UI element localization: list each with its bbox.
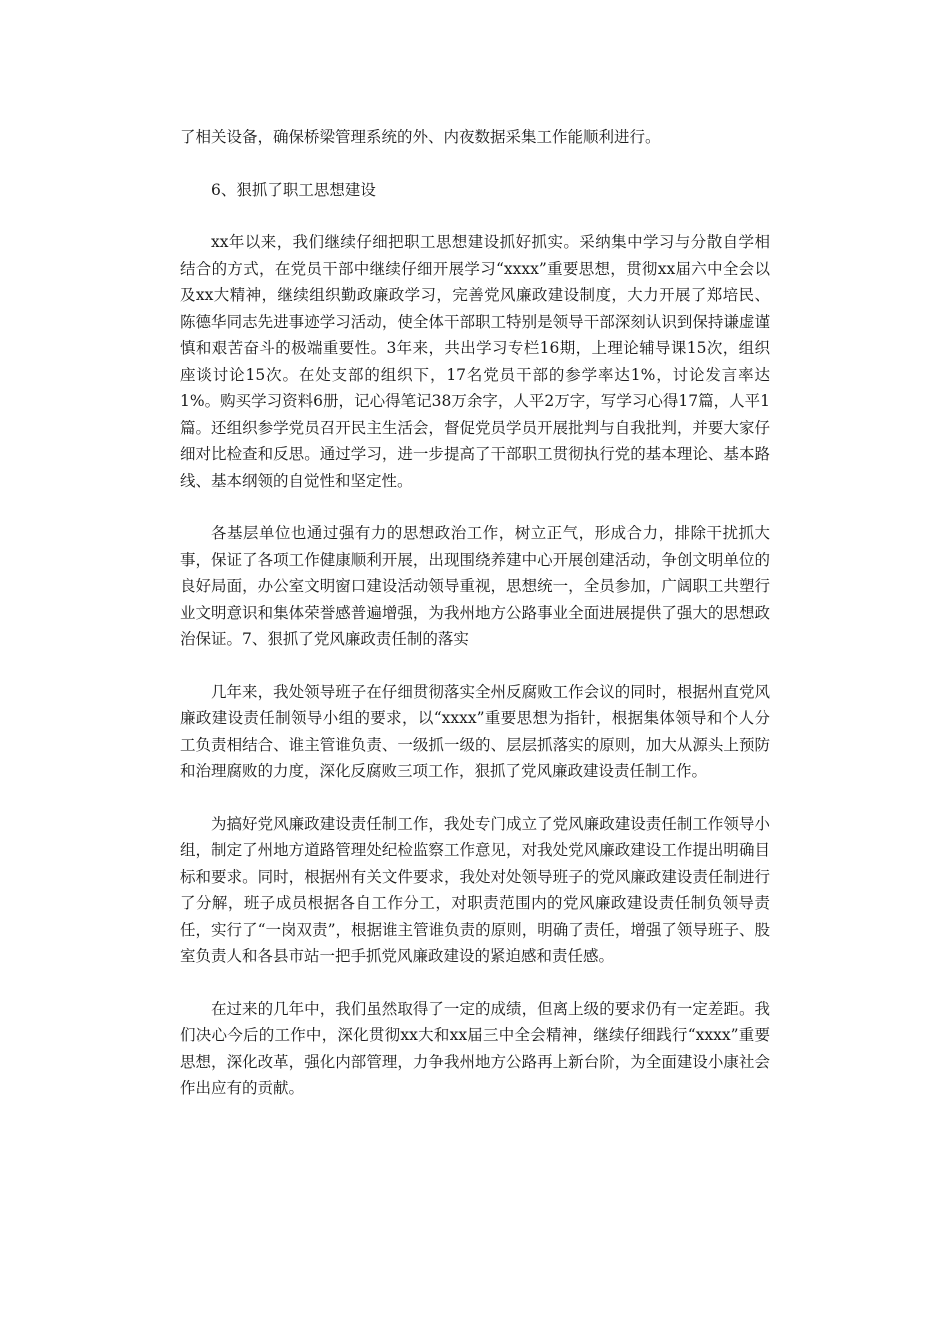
paragraph-grassroots-units: 各基层单位也通过强有力的思想政治工作，树立正气，形成合力，排除干扰抓大事，保证了各项工作健康顺利开展，出现围绕养建中心开展创建活动，争创文明单位的良好局面，办公室文明窗口建设活动领导重视，思想统一，全员参加，广阔职工共塑行业文明意识和集体荣誉感普遍增强，为我州地方公路事业全面进展提供了强大的思想政治保证。7、狠抓了党风廉政责任制的落实 [180,524,770,648]
paragraph-ideology-study: xx年以来，我们继续仔细把职工思想建设抓好抓实。采纳集中学习与分散自学相结合的方式，在党员干部中继续仔细开展学习“xxxx”重要思想，贯彻xx届六中全会以及xx大精神，继续组织勤政廉政学习，完善党风廉政建设制度，大力开展了郑培民、陈德华同志先进事迹学习活动，使全体干部职工特别是领导干部深刻认识到保持谦虚谨慎和艰苦奋斗的极端重要性。3年来，共出学习专栏16期，上理论辅导课15次，组织座谈讨论15次。在处支部的组织下，17名党员干部的参学率达1%，讨论发言率达1%。购买学习资料6册，记心得笔记38万余字，人平2万字，写学习心得17篇，人平1篇。还组织参学党员召开民主生活会，督促党员学员开展批判与自我批判，并要大家仔细对比检查和反思。通过学习，进一步提高了干部职工贯彻执行党的基本理论、基本路线、基本纲领的自觉性和坚定性。 [180,233,770,490]
paragraph-conclusion: 在过来的几年中，我们虽然取得了一定的成绩，但离上级的要求仍有一定差距。我们决心今后的工作中，深化贯彻xx大和xx届三中全会精神，继续仔细践行“xxxx”重要思想，深化改革，强化内部管理，力争我州地方公路再上新台阶，为全面建设小康社会作出应有的贡献。 [180,999,770,1097]
document-page [180,124,770,1128]
section-heading-6: 6、狠抓了职工思想建设 [211,180,376,199]
paragraph-leadership-responsibility: 几年来，我处领导班子在仔细贯彻落实全州反腐败工作会议的同时，根据州直党风廉政建设责任制领导小组的要求，以“xxxx”重要思想为指针，根据集体领导和个人分工负责相结合、谁主管谁负责、一级抓一级的、层层抓落实的原则，加大从源头上预防和治理腐败的力度，深化反腐败三项工作，狠抓了党风廉政建设责任制工作。 [180,682,770,780]
paragraph-continuation: 了相关设备，确保桥梁管理系统的外、内夜数据采集工作能顺利进行。 [180,128,661,146]
paragraph-responsibility-system: 为搞好党风廉政建设责任制工作，我处专门成立了党风廉政建设责任制工作领导小组，制定了州地方道路管理处纪检监察工作意见，对我处党风廉政建设工作提出明确目标和要求。同时，根据州有关文件要求，我处对处领导班子的党风廉政建设责任制进行了分解，班子成员根据各自工作分工，对职责范围内的党风廉政建设责任制负领导责任，实行了“一岗双责”，根据谁主管谁负责的原则，明确了责任，增强了领导班子、股室负责人和各县市站一把手抓党风廉政建设的紧迫感和责任感。 [180,814,770,965]
